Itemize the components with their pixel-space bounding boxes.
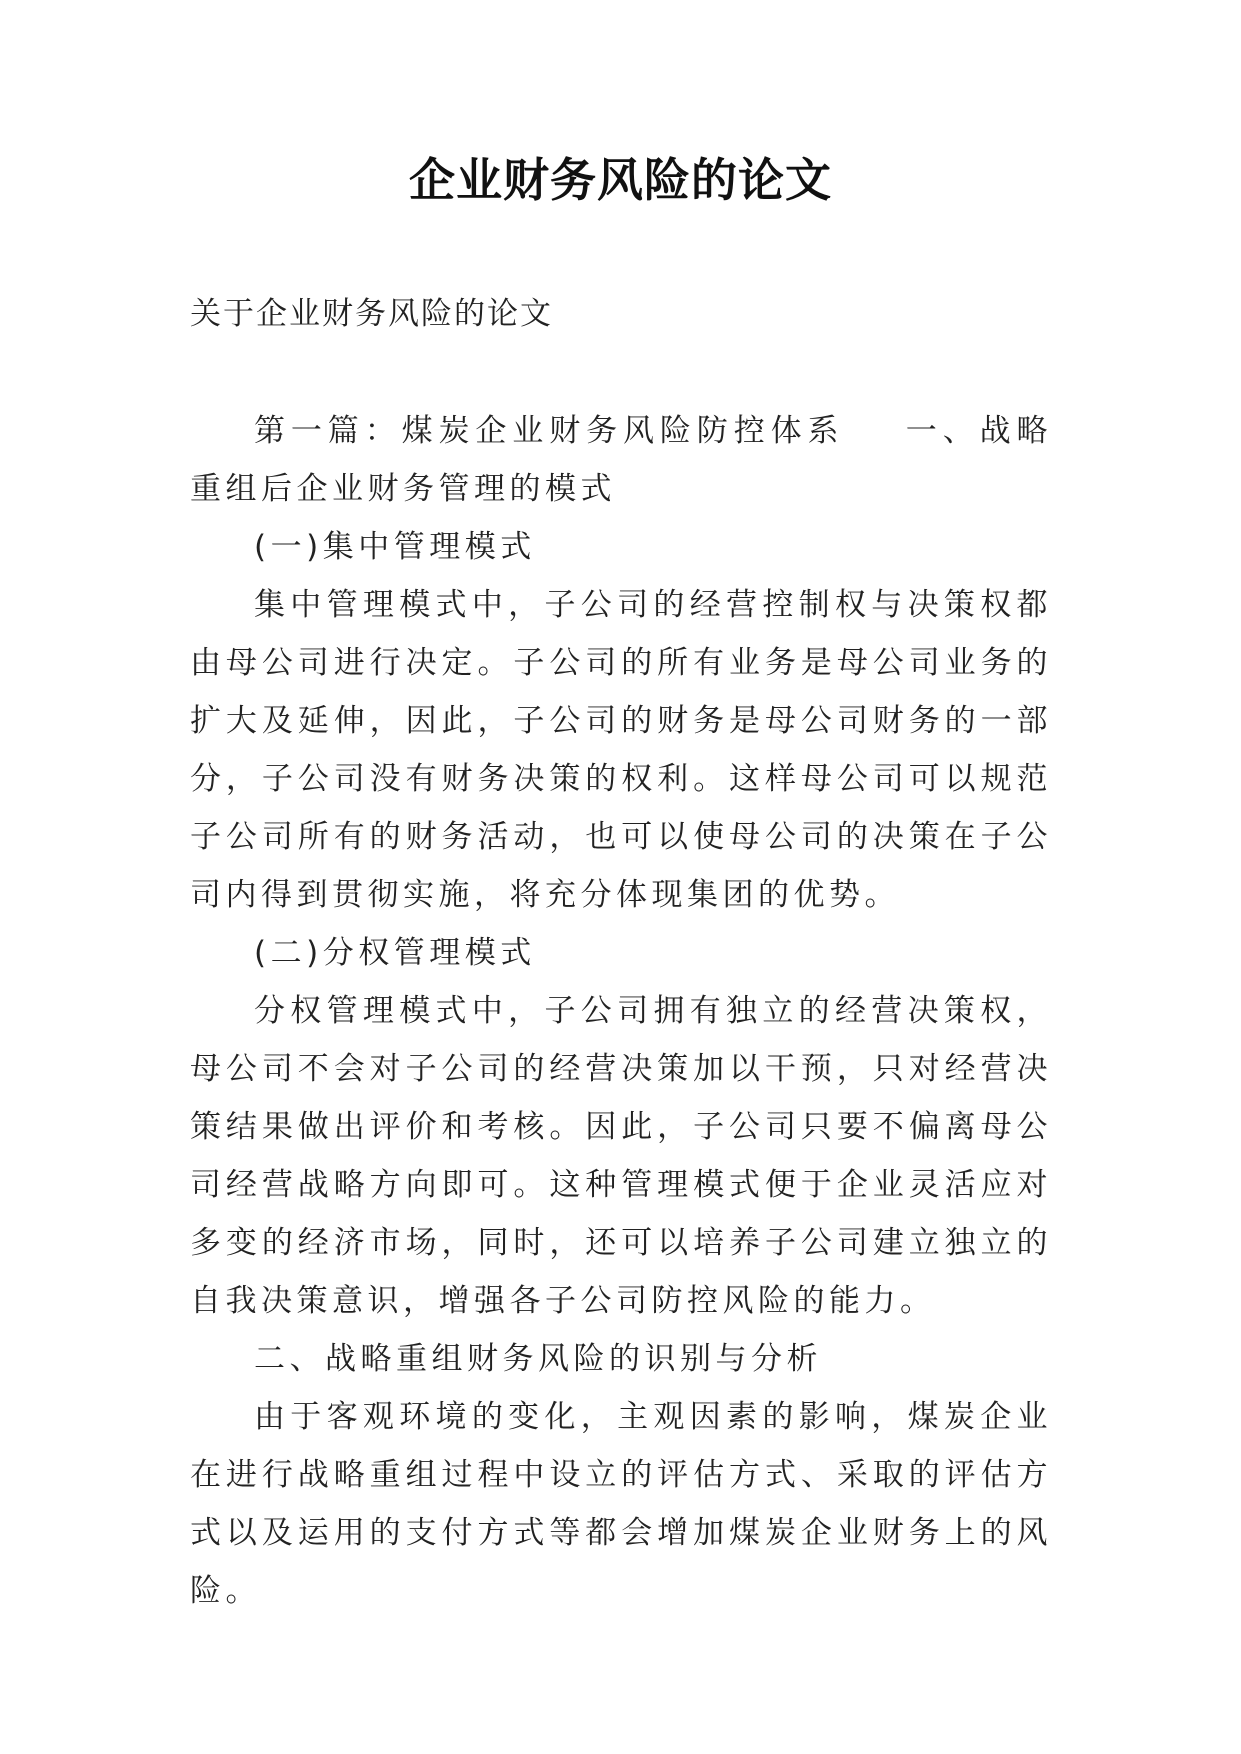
document-subtitle: 关于企业财务风险的论文 bbox=[190, 296, 553, 332]
paragraph: 集中管理模式中，子公司的经营控制权与决策权都由母公司进行决定。子公司的所有业务是母公司业务的扩大及延伸，因此，子公司的财务是母公司财务的一部分，子公司没有财务决策的权利。这样母公司可以规范子公司所有的财务活动，也可以使母公司的决策在子公司内得到贯彻实施，将充分体现集团的优势。 bbox=[190, 587, 1052, 913]
page-title: 企业财务风险的论文 bbox=[409, 153, 832, 207]
paragraph: 分权管理模式中，子公司拥有独立的经营决策权，母公司不会对子公司的经营决策加以干预，只对经营决策结果做出评价和考核。因此，子公司只要不偏离母公司经营战略方向即可。这种管理模式便于企业灵活应对多变的经济市场，同时，还可以培养子公司建立独立的自我决策意识，增强各子公司防控风险的能力。 bbox=[190, 993, 1052, 1319]
part-title: 第一篇：煤炭企业财务风险防控体系 bbox=[254, 413, 845, 449]
paragraph-part-heading bbox=[190, 402, 1052, 518]
section-heading: 二、战略重组财务风险的识别与分析 bbox=[254, 1341, 822, 1377]
subsection-heading: (二)分权管理模式 bbox=[254, 935, 536, 971]
document-body bbox=[190, 402, 1052, 1620]
paragraph: 由于客观环境的变化，主观因素的影响，煤炭企业在进行战略重组过程中设立的评估方式、采取的评估方式以及运用的支付方式等都会增加煤炭企业财务上的风险。 bbox=[190, 1399, 1052, 1609]
section-title: 一、战略重组后企业财务管理的模式 bbox=[190, 413, 1053, 507]
subsection-heading: (一)集中管理模式 bbox=[254, 529, 536, 565]
